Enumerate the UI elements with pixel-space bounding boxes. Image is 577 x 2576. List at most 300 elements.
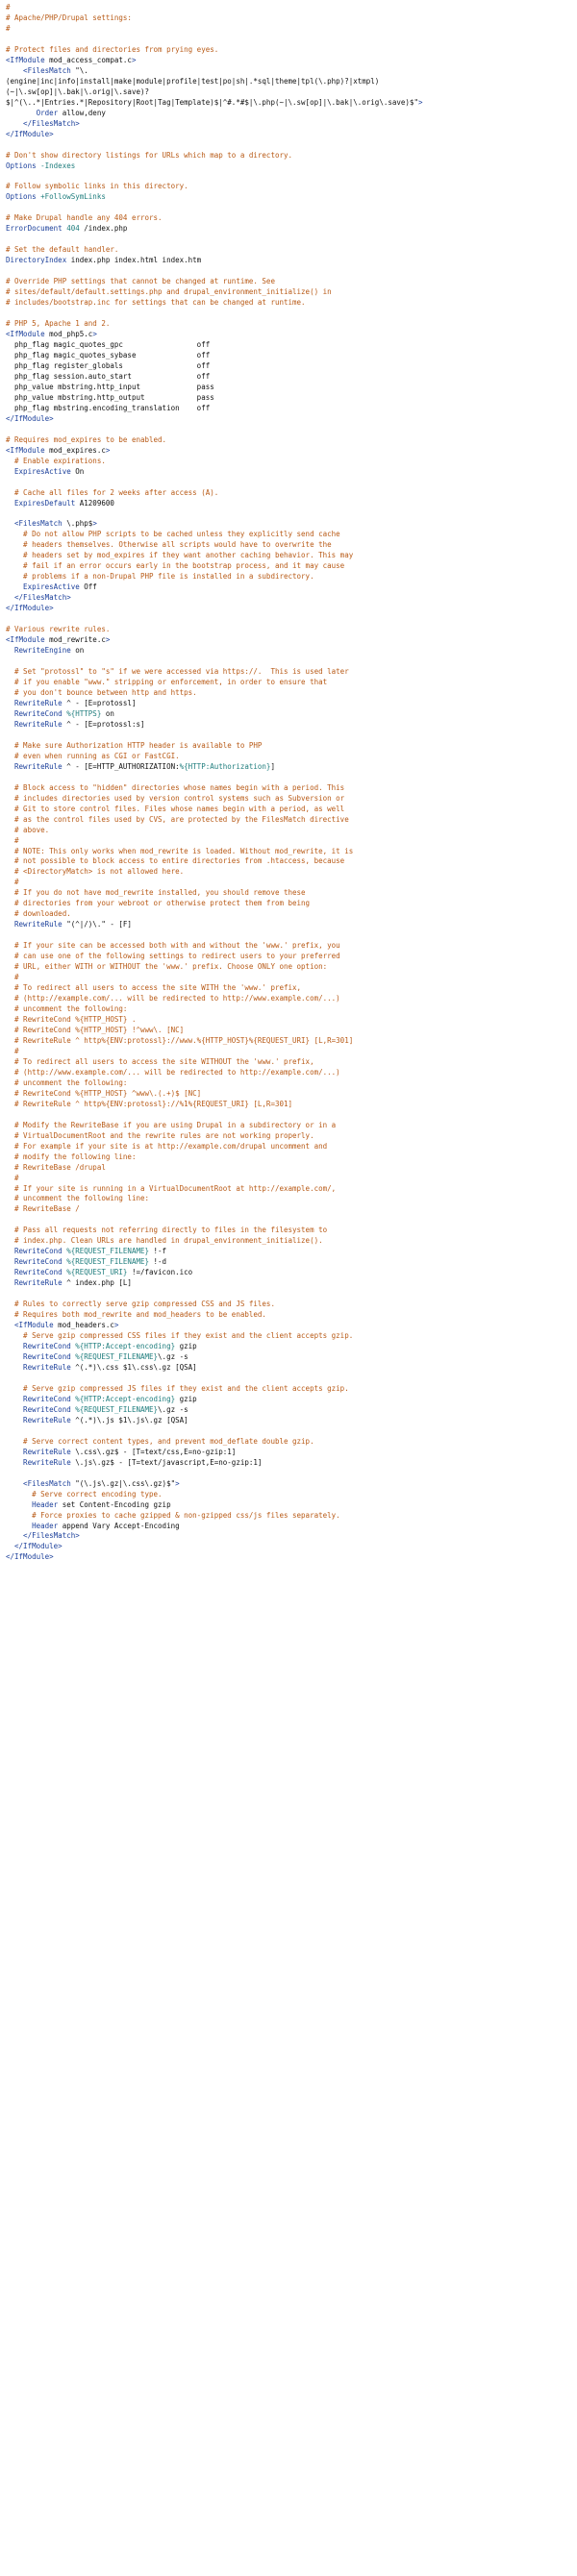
code-comment: # downloaded. — [6, 909, 71, 919]
code-directive: Order — [6, 108, 59, 117]
code-line — [6, 404, 571, 414]
code-line — [6, 604, 571, 614]
code-comment: # can use one of the following settings to redirect users to your preferred — [6, 952, 340, 961]
code-line — [6, 192, 571, 203]
code-line — [6, 530, 571, 540]
code-line — [6, 1531, 571, 1542]
code-line — [6, 488, 571, 499]
code-comment: # headers set by mod_expires if they want another caching behavior. This may — [6, 551, 354, 560]
code-line — [6, 35, 571, 45]
code-text: \.js\.gz$ - [T=text/javascript,E=no-gzip:1] — [70, 1457, 263, 1467]
code-line — [6, 762, 571, 773]
code-line — [6, 13, 571, 24]
code-line — [6, 614, 571, 625]
code-text: ^(.*)\.css $1\.css\.gz [QSA] — [70, 1362, 197, 1372]
code-line — [6, 235, 571, 245]
code-line — [6, 1278, 571, 1289]
code-line — [6, 856, 571, 867]
code-comment: # PHP 5, Apache 1 and 2. — [6, 319, 111, 329]
code-directive: RewriteCond — [6, 1257, 63, 1267]
code-comment: # Serve gzip compressed CSS files if they exist and the client accepts gzip. — [6, 1331, 354, 1341]
code-directive: Header — [6, 1521, 59, 1530]
code-line — [6, 1479, 571, 1490]
code-comment: # Make Drupal handle any 404 errors. — [6, 213, 163, 223]
code-directive: RewriteRule — [6, 1447, 71, 1456]
code-line — [6, 1395, 571, 1405]
code-text: php_flag register_globals off — [6, 360, 211, 370]
code-text: \.css\.gz$ - [T=text/css,E=no-gzip:1] — [70, 1447, 237, 1456]
code-line — [6, 119, 571, 130]
code-line — [6, 1247, 571, 1257]
code-text: On — [70, 466, 85, 476]
code-comment: # Set the default handler. — [6, 245, 119, 255]
code-comment: # includes directories used by version control systems such as Subversion or — [6, 793, 345, 803]
code-directive: RewriteEngine — [6, 646, 71, 656]
code-comment: # Serve correct content types, and prevent mod_deflate double gzip. — [6, 1436, 314, 1446]
code-line — [6, 1522, 571, 1532]
code-line — [6, 1215, 571, 1226]
code-text: php_value mbstring.http_input pass — [6, 382, 214, 391]
code-line — [6, 1142, 571, 1152]
code-comment: # (http://www.example.com/... will be redirected to http://example.com/...) — [6, 1067, 340, 1077]
code-comment: # Set "protossl" to "s" if we were accessed via https://. This is used later — [6, 667, 349, 677]
code-directive: <IfModule — [6, 330, 45, 339]
code-directive: </IfModule> — [6, 413, 54, 423]
code-line — [6, 962, 571, 973]
code-directive: > — [175, 1478, 180, 1488]
code-comment: # Serve correct encoding type. — [6, 1489, 163, 1499]
code-comment: # RewriteRule ^ http%{ENV:protossl}://www.%{HTTP_HOST}%{REQUEST_URI} [L,R=301] — [6, 1035, 354, 1045]
code-comment: # modify the following line: — [6, 1152, 137, 1161]
code-variable: %{HTTP:Accept-encoding} — [70, 1342, 176, 1351]
code-text: \.php$ — [62, 519, 93, 529]
code-line — [6, 1057, 571, 1068]
code-comment: # Rules to correctly serve gzip compressed CSS and JS files. — [6, 1300, 275, 1309]
code-comment: # sites/default/default.settings.php and drupal_environment_initialize() in — [6, 287, 332, 297]
code-directive: > — [105, 445, 111, 455]
code-comment: # VirtualDocumentRoot and the rewrite rules are not working properly. — [6, 1130, 314, 1140]
code-comment: # Override PHP settings that cannot be changed at runtime. See — [6, 277, 275, 286]
code-line — [6, 66, 571, 77]
code-line — [6, 446, 571, 457]
code-directive: RewriteCond — [6, 708, 63, 718]
code-directive: > — [131, 55, 137, 64]
code-line — [6, 667, 571, 678]
code-directive: RewriteCond — [6, 1342, 71, 1351]
code-directive: ErrorDocument — [6, 224, 63, 234]
code-text: /index.php — [79, 224, 128, 234]
code-line — [6, 309, 571, 319]
code-line — [6, 1437, 571, 1448]
code-line — [6, 952, 571, 962]
code-comment: # To redirect all users to access the site WITH the 'www.' prefix, — [6, 983, 302, 993]
code-line — [6, 130, 571, 140]
code-comment: # uncomment the following: — [6, 1077, 128, 1087]
code-line — [6, 1500, 571, 1511]
code-text: !-d — [149, 1257, 167, 1267]
code-line — [6, 45, 571, 56]
code-line — [6, 266, 571, 277]
code-line — [6, 478, 571, 488]
code-comment: # RewriteCond %{HTTP_HOST} !^www\. [NC] — [6, 1025, 185, 1034]
code-text: "\. — [70, 65, 88, 75]
code-comment: # Don't show directory listings for URLs which map to a directory. — [6, 150, 293, 160]
code-text: php_value mbstring.http_output pass — [6, 392, 214, 402]
code-line — [6, 1236, 571, 1247]
code-line — [6, 182, 571, 192]
code-comment: # Various rewrite rules. — [6, 625, 111, 634]
code-line — [6, 878, 571, 888]
code-directive: > — [417, 97, 423, 107]
code-line — [6, 572, 571, 582]
code-directive: RewriteRule — [6, 719, 63, 729]
code-line — [6, 899, 571, 909]
code-text: !=/favicon.ico — [127, 1268, 193, 1277]
code-line — [6, 1405, 571, 1416]
code-line — [6, 688, 571, 699]
code-text: (engine|inc|info|install|make|module|profile|test|po|sh|.*sql|theme|tpl(\.php)?|xtmpl) — [6, 76, 380, 86]
code-variable: -Indexes — [36, 161, 76, 170]
code-text: !-f — [149, 1247, 167, 1256]
code-comment: # — [6, 3, 11, 12]
code-comment: # Apache/PHP/Drupal settings: — [6, 12, 132, 22]
code-line — [6, 888, 571, 899]
code-variable: %{REQUEST_FILENAME} — [70, 1352, 159, 1361]
code-line — [6, 56, 571, 66]
code-directive: </IfModule> — [6, 604, 54, 613]
code-line — [6, 847, 571, 857]
code-line — [6, 1068, 571, 1078]
code-line — [6, 909, 571, 920]
code-directive: RewriteCond — [6, 1404, 71, 1414]
code-line — [6, 1321, 571, 1331]
code-line — [6, 435, 571, 446]
code-directive: </FilesMatch> — [6, 1531, 80, 1541]
code-line — [6, 773, 571, 783]
code-line — [6, 1310, 571, 1321]
code-line — [6, 519, 571, 530]
code-directive: RewriteCond — [6, 1247, 63, 1256]
code-text: mod_expires.c — [44, 445, 106, 455]
code-line — [6, 1226, 571, 1236]
code-line — [6, 1374, 571, 1384]
code-comment: # if you enable "www." stripping or enforcement, in order to ensure that — [6, 678, 328, 686]
code-comment: # — [6, 23, 11, 33]
code-line — [6, 1194, 571, 1204]
code-line — [6, 1174, 571, 1184]
code-directive: RewriteRule — [6, 1278, 63, 1288]
code-comment: # If you do not have mod_rewrite installed, you should remove these — [6, 888, 306, 898]
code-text: Off — [79, 582, 97, 592]
code-comment: # Follow symbolic links in this directory. — [6, 182, 188, 191]
code-comment: # If your site is running in a VirtualDocumentRoot at http://example.com/, — [6, 1183, 337, 1193]
code-comment: # To redirect all users to access the site WITHOUT the 'www.' prefix, — [6, 1056, 314, 1066]
code-line — [6, 109, 571, 119]
code-directive: <IfModule — [6, 635, 45, 645]
code-text: on — [101, 708, 114, 718]
code-line — [6, 3, 571, 13]
code-line — [6, 1289, 571, 1300]
code-line — [6, 646, 571, 656]
code-line — [6, 87, 571, 98]
code-line — [6, 1352, 571, 1363]
code-line — [6, 1004, 571, 1015]
code-line — [6, 467, 571, 478]
code-directive: <IfModule — [6, 445, 45, 455]
code-comment: # RewriteCond %{HTTP_HOST} ^www\.(.+)$ [NC] — [6, 1088, 202, 1098]
code-line — [6, 1511, 571, 1522]
code-line — [6, 1131, 571, 1142]
code-comment: # you don't bounce between http and https. — [6, 687, 197, 697]
code-comment: # Cache all files for 2 weeks after access (A). — [6, 487, 219, 497]
code-directive: RewriteRule — [6, 1415, 71, 1424]
code-comment: # index.php. Clean URLs are handled in drupal_environment_initialize(). — [6, 1236, 323, 1246]
code-directive: RewriteRule — [6, 920, 63, 929]
code-line — [6, 1100, 571, 1110]
code-line — [6, 752, 571, 762]
code-directive: </IfModule> — [6, 1552, 54, 1562]
code-line — [6, 678, 571, 688]
code-variable: +FollowSymLinks — [36, 192, 106, 202]
code-comment: # Requires mod_expires to be enabled. — [6, 434, 167, 444]
code-line — [6, 1416, 571, 1426]
code-line — [6, 509, 571, 520]
code-line — [6, 298, 571, 309]
code-comment: # Git to store control files. Files whose names begin with a period, as well — [6, 804, 345, 813]
code-comment: # Force proxies to cache gzipped & non-gzipped css/js files separately. — [6, 1510, 340, 1520]
code-line — [6, 699, 571, 709]
code-line — [6, 77, 571, 87]
code-comment: # Do not allow PHP scripts to be cached unless they explicitly send cache — [6, 530, 340, 539]
code-line — [6, 499, 571, 509]
code-line — [6, 361, 571, 372]
code-comment: # Block access to "hidden" directories whose names begin with a period. This — [6, 782, 345, 792]
code-line — [6, 1026, 571, 1036]
code-comment: # directories from your webroot or otherwise protect them from being — [6, 899, 311, 908]
code-line — [6, 731, 571, 741]
code-directive: RewriteRule — [6, 1457, 71, 1467]
code-line — [6, 224, 571, 235]
code-comment: # Protect files and directories from prying eyes. — [6, 44, 219, 54]
code-directive: <IfModule — [6, 1321, 54, 1330]
code-directive: > — [92, 519, 97, 529]
code-line — [6, 930, 571, 941]
code-line — [6, 245, 571, 256]
code-line — [6, 351, 571, 361]
code-directive: Options — [6, 161, 37, 170]
code-variable: %{REQUEST_FILENAME} — [62, 1257, 150, 1267]
code-text: mod_access_compat.c — [44, 55, 132, 64]
code-comment: # above. — [6, 825, 50, 834]
code-line — [6, 1363, 571, 1374]
code-text: on — [70, 646, 85, 656]
code-text: php_flag magic_quotes_gpc off — [6, 340, 211, 349]
code-line — [6, 287, 571, 298]
code-line — [6, 625, 571, 635]
code-text: php_flag session.auto_start off — [6, 371, 211, 381]
code-directive: ExpiresActive — [6, 582, 80, 592]
code-line — [6, 973, 571, 983]
code-directive: </IfModule> — [6, 1542, 63, 1551]
code-line — [6, 277, 571, 287]
code-text: gzip — [175, 1394, 197, 1403]
code-variable: %{HTTPS} — [62, 708, 102, 718]
code-comment: # <DirectoryMatch> is not allowed here. — [6, 867, 185, 877]
code-directive: <FilesMatch — [6, 65, 71, 75]
code-directive: <FilesMatch — [6, 519, 63, 529]
code-text: \.gz -s — [158, 1352, 188, 1361]
code-line — [6, 1110, 571, 1121]
code-comment: # For example if your site is at http://example.com/drupal uncomment and — [6, 1141, 328, 1151]
code-directive: </FilesMatch> — [6, 118, 80, 128]
code-comment: # Pass all requests not referring directly to files in the filesystem to — [6, 1226, 328, 1235]
code-line — [6, 836, 571, 847]
code-text: ^ index.php [L] — [62, 1278, 132, 1288]
code-variable: 404 — [62, 224, 80, 234]
code-comment: # as the control files used by CVS, are protected by the FilesMatch directive — [6, 814, 349, 824]
code-directive: <IfModule — [6, 55, 45, 64]
code-directive: RewriteRule — [6, 1362, 71, 1372]
code-comment: # RewriteBase /drupal — [6, 1162, 106, 1172]
code-comment: # even when running as CGI or FastCGI. — [6, 751, 180, 760]
code-line — [6, 24, 571, 35]
code-variable: %{REQUEST_FILENAME} — [62, 1247, 150, 1256]
code-comment: # — [6, 835, 19, 845]
code-line — [6, 983, 571, 994]
code-directive: > — [105, 635, 111, 645]
code-comment: # uncomment the following line: — [6, 1194, 150, 1203]
code-comment: # includes/bootstrap.inc for settings that can be changed at runtime. — [6, 298, 306, 308]
code-variable: %{REQUEST_FILENAME} — [70, 1404, 159, 1414]
code-directive: RewriteRule — [6, 698, 63, 707]
code-line — [6, 383, 571, 393]
code-line — [6, 1542, 571, 1552]
code-line — [6, 941, 571, 952]
code-text: mod_headers.c — [53, 1321, 114, 1330]
code-line — [6, 1089, 571, 1100]
code-text: php_flag mbstring.encoding_translation off — [6, 403, 211, 412]
code-line — [6, 635, 571, 646]
code-directive: </FilesMatch> — [6, 593, 71, 603]
code-line — [6, 1426, 571, 1437]
code-text: set Content-Encoding gzip — [58, 1499, 171, 1509]
code-comment: # — [6, 1046, 19, 1055]
code-text: gzip — [175, 1342, 197, 1351]
code-directive: RewriteCond — [6, 1352, 71, 1361]
code-variable: %{REQUEST_URI} — [62, 1268, 128, 1277]
code-comment: # NOTE: This only works when mod_rewrite is loaded. Without mod_rewrite, it is — [6, 846, 354, 855]
code-line — [6, 1036, 571, 1047]
code-line — [6, 372, 571, 383]
code-comment: # problems if a non-Drupal PHP file is installed in a subdirectory. — [6, 572, 314, 582]
code-line — [6, 1469, 571, 1479]
code-line — [6, 414, 571, 425]
code-text: ] — [270, 761, 275, 771]
code-text: append Vary Accept-Encoding — [58, 1521, 180, 1530]
code-line — [6, 1152, 571, 1163]
code-line — [6, 140, 571, 151]
code-text: $|^(\..*|Entries.*|Repository|Root|Tag|Template)$|^#.*#$|\.php(~|\.sw[op]|\.bak|\.orig\.save)$" — [6, 97, 418, 107]
code-directive: <FilesMatch — [6, 1478, 71, 1488]
code-text: (~|\.sw[op]|\.bak|\.orig|\.save)? — [6, 87, 150, 96]
code-text: "(^|/)\." - [F] — [62, 920, 132, 929]
code-text: ^ - [E=protossl] — [62, 698, 137, 707]
code-directive: RewriteCond — [6, 1394, 71, 1403]
code-line — [6, 994, 571, 1004]
code-line — [6, 1268, 571, 1278]
code-line — [6, 1163, 571, 1174]
code-line — [6, 709, 571, 720]
code-text: ^ - [E=protossl:s] — [62, 719, 145, 729]
code-line — [6, 783, 571, 794]
code-line — [6, 340, 571, 351]
code-line — [6, 1184, 571, 1195]
code-comment: # — [6, 973, 19, 982]
code-line — [6, 1458, 571, 1469]
code-line — [6, 98, 571, 109]
code-comment: # headers themselves. Otherwise all scripts would have to overwrite the — [6, 540, 332, 550]
code-line — [6, 815, 571, 826]
code-line — [6, 1490, 571, 1500]
code-line — [6, 161, 571, 172]
code-line — [6, 393, 571, 404]
code-directive: > — [113, 1321, 119, 1330]
code-line — [6, 1552, 571, 1563]
code-line — [6, 867, 571, 878]
code-line — [6, 741, 571, 752]
code-line — [6, 826, 571, 836]
code-directive: RewriteRule — [6, 761, 63, 771]
code-comment: # Enable expirations. — [6, 456, 106, 465]
code-line — [6, 1078, 571, 1089]
code-line — [6, 1047, 571, 1057]
code-line — [6, 1300, 571, 1310]
code-line — [6, 920, 571, 930]
code-variable: %{HTTP:Accept-encoding} — [70, 1394, 176, 1403]
code-line — [6, 1384, 571, 1395]
code-line — [6, 457, 571, 467]
code-comment: # If your site can be accessed both with and without the 'www.' prefix, you — [6, 941, 340, 951]
code-comment: # — [6, 878, 19, 887]
code-line — [6, 425, 571, 435]
code-comment: # RewriteCond %{HTTP_HOST} . — [6, 1015, 137, 1024]
code-text: ^ - [E=HTTP_AUTHORIZATION: — [62, 761, 180, 771]
code-comment: # not possible to block access to entire directories from .htaccess, because — [6, 856, 345, 866]
code-text: \.gz -s — [158, 1404, 188, 1414]
code-variable: %{HTTP:Authorization} — [179, 761, 271, 771]
code-line — [6, 540, 571, 551]
code-comment: # RewriteBase / — [6, 1204, 80, 1214]
code-text: "(\.js\.gz|\.css\.gz)$" — [70, 1478, 176, 1488]
code-comment: # (http://example.com/... will be redirected to http://www.example.com/...) — [6, 994, 340, 1003]
code-text: mod_php5.c — [44, 330, 93, 339]
code-line — [6, 1121, 571, 1131]
code-text: allow,deny — [58, 108, 106, 117]
code-comment: # fail if an error occurs early in the bootstrap process, and it may cause — [6, 561, 345, 571]
code-comment: # Serve gzip compressed JS files if they exist and the client accepts gzip. — [6, 1383, 349, 1393]
code-text: mod_rewrite.c — [44, 635, 106, 645]
code-comment: # Make sure Authorization HTTP header is available to PHP — [6, 740, 263, 750]
code-line — [6, 213, 571, 224]
code-directive: </IfModule> — [6, 129, 54, 138]
code-text: A1209600 — [75, 498, 114, 508]
code-line — [6, 1448, 571, 1458]
code-line — [6, 805, 571, 815]
code-line — [6, 1342, 571, 1352]
code-directive: Header — [6, 1499, 59, 1509]
code-directive: ExpiresActive — [6, 466, 71, 476]
code-line — [6, 256, 571, 266]
